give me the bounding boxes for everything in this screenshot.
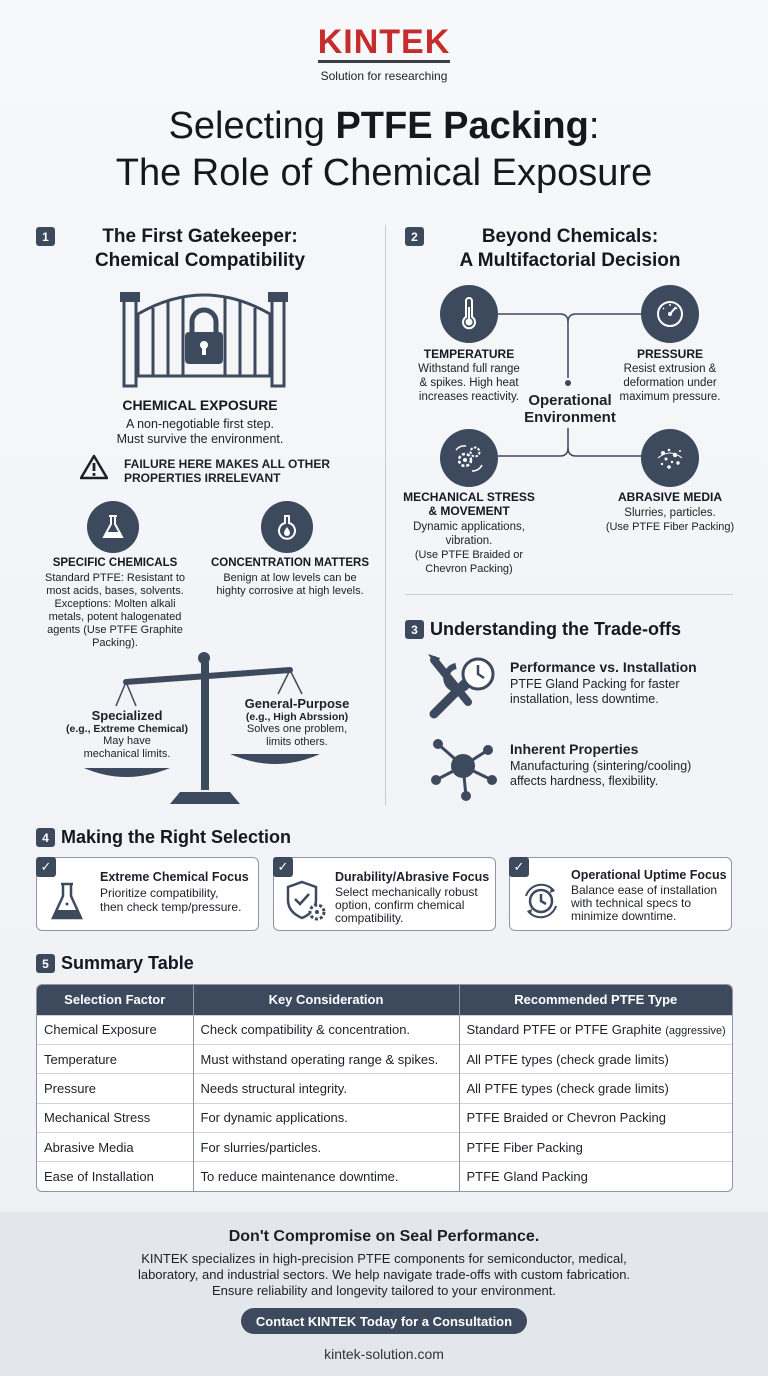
card-line: with technical specs to [571,896,692,910]
press-line: maximum pressure. [619,391,721,403]
exposure-text-line1: A non-negotiable first step. [125,417,274,431]
card-title: Extreme Chemical Focus [100,870,249,884]
table-cell: Temperature [37,1044,193,1073]
gate-lock-icon [118,284,290,390]
brand-tagline: Solution for researching [320,69,448,83]
table-header: Recommended PTFE Type [459,985,732,1015]
flask-icon [49,880,85,924]
check-icon: ✓ [509,857,529,877]
mech-label-line1: MECHANICAL STRESS [403,490,535,504]
conc-line: highty corrosive at high levels. [216,585,364,597]
conc-line: Benign at low levels can be [223,572,357,584]
table-cell: PTFE Braided or Chevron Packing [459,1103,732,1132]
specific-line: agents (Use PTFE Graphite [47,624,183,636]
right-pan-line: Solves one problem, [246,723,348,735]
page-title [0,103,768,197]
section-2-number: 2 [405,227,424,246]
selection-card-durability [273,857,496,931]
specific-chemicals-text [35,572,195,650]
card-text [335,886,497,925]
selection-card-uptime [509,857,732,931]
left-pan-line: May have [103,735,151,747]
cell-note: (aggressive) [665,1025,726,1038]
inh-line: Manufacturing (sintering/cooling) [510,759,692,773]
exposure-text [60,417,340,447]
right-pan-line: (e.g., High Abrssion) [245,711,349,723]
press-line: Resist extrusion & [623,363,717,375]
section-divider [405,594,733,595]
perf-install-text [510,677,730,707]
temp-line: & spikes. High heat [419,377,519,389]
table-cell: PTFE Fiber Packing [459,1133,732,1162]
table-cell: Must withstand operating range & spikes. [193,1044,459,1073]
table-header: Key Consideration [193,985,459,1015]
footer-line: laboratory, and industrial sectors. We help navigate trade-offs with custom fabrication. [137,1267,631,1282]
abrasive-media-text [595,506,745,534]
title-bold: PTFE Packing [335,105,589,147]
title-line2: The Role of Chemical Exposure [115,152,653,194]
cell-main: Standard PTFE or PTFE Graphite [466,1022,662,1038]
card-line: Select mechanically robust [335,885,478,899]
right-pan-title: General-Purpose [244,696,350,711]
section-1-number: 1 [36,227,55,246]
footer-line: Ensure reliability and longevity tailored to your environment. [212,1283,556,1298]
specific-line: most acids, bases, solvents. [46,585,184,597]
card-line: Balance ease of installation [571,883,718,897]
section-5-title: Summary Table [61,953,194,973]
table-row [37,1103,732,1132]
press-line: deformation under [623,377,717,389]
table-cell: Chemical Exposure [37,1015,193,1044]
temp-line: increases reactivity. [418,391,520,403]
left-pan-line: mechanical limits. [83,748,171,760]
website-link[interactable]: kintek-solution.com [324,1346,444,1362]
section-1-title-line1: The First Gatekeeper: [102,226,298,247]
exposure-label: CHEMICAL EXPOSURE [122,397,278,413]
card-line: minimize downtime. [571,909,677,923]
pressure-label: PRESSURE [636,347,704,361]
mechanical-stress-text [394,520,544,576]
warning-line1: FAILURE HERE MAKES ALL OTHER [124,457,331,471]
left-pan-text [52,708,202,761]
check-icon: ✓ [273,857,293,877]
warning-icon [80,454,108,480]
card-text [571,884,733,923]
wrench-clock-icon [426,652,498,722]
flask-icon [87,501,139,553]
perf-install-title: Performance vs. Installation [510,659,697,675]
table-header: Selection Factor [37,985,193,1015]
section-5-number: 5 [36,954,55,973]
table-cell: Needs structural integrity. [193,1074,459,1103]
clock-refresh-icon [520,880,562,922]
perf-line: PTFE Gland Packing for faster [510,677,680,691]
table-cell: For slurries/particles. [193,1133,459,1162]
footer-text [0,1251,768,1299]
specific-chemicals-label: SPECIFIC CHEMICALS [52,557,178,569]
table-cell: Pressure [37,1074,193,1103]
table-cell: Check compatibility & concentration. [193,1015,459,1044]
inherent-properties-text [510,759,732,789]
card-text [100,886,260,914]
warning-text [124,457,364,485]
title-pre: Selecting [168,105,336,147]
table-row [37,1162,732,1191]
operational-environment-label [508,392,632,426]
brand-name: KINTEK [317,23,451,61]
molecule-icon [428,732,498,802]
section-2-title-line2: A Multifactorial Decision [459,250,681,271]
mech-line: Chevron Packing) [425,563,513,575]
section-3-number: 3 [405,620,424,639]
abr-line: (Use PTFE Fiber Packing) [605,521,735,533]
section-4-title: Making the Right Selection [61,827,292,847]
gears-icon [440,429,498,487]
specific-line: metals, potent halogenated [48,611,182,623]
exposure-text-line2: Must survive the environment. [116,432,284,446]
footer-line: KINTEK specializes in high-precision PTFE components for semiconductor, medical, [141,1251,627,1266]
table-row [37,1015,732,1044]
table-cell: Abrasive Media [37,1133,193,1162]
table-header-row [37,985,732,1015]
card-title: Durability/Abrasive Focus [335,870,490,884]
shield-gear-icon [284,878,328,924]
section-3-title: Understanding the Trade-offs [430,619,682,639]
warning-line2: PROPERTIES IRRELEVANT [124,471,281,485]
mechanical-stress-label [399,490,539,518]
table-cell: Ease of Installation [37,1162,193,1191]
table-row [37,1074,732,1103]
temperature-label: TEMPERATURE [423,347,515,361]
table-cell: For dynamic applications. [193,1103,459,1132]
perf-line: installation, less downtime. [510,692,659,706]
right-pan-line: limits others. [266,736,328,748]
brand-logo [0,23,768,83]
section-2-title [425,225,715,273]
card-line: then check temp/pressure. [100,900,242,914]
thermometer-icon [440,285,498,343]
abrasive-media-label: ABRASIVE MEDIA [617,490,722,504]
section-1-title-line2: Chemical Compatibility [94,250,306,271]
left-pan-title: Specialized [91,708,163,723]
section-1-title [60,225,340,273]
check-icon: ✓ [36,857,56,877]
temp-line: Withstand full range [418,363,520,375]
particles-icon [641,429,699,487]
card-line: option, confirm chemical [335,898,465,912]
specific-line: Exceptions: Molten alkali [54,598,176,610]
card-line: compatibility. [335,911,404,925]
mech-line: vibration. [445,535,493,547]
mech-label-line2: & MOVEMENT [428,504,510,518]
table-cell: All PTFE types (check grade limits) [459,1074,732,1103]
inherent-properties-title: Inherent Properties [510,741,639,757]
table-cell: Mechanical Stress [37,1103,193,1132]
title-post: : [588,105,600,147]
droplet-flask-icon [261,501,313,553]
specific-line: Packing). [92,637,138,649]
table-cell: To reduce maintenance downtime. [193,1162,459,1191]
column-divider [385,225,386,805]
table-cell: All PTFE types (check grade limits) [459,1044,732,1073]
inh-line: affects hardness, flexibility. [510,774,659,788]
right-pan-text [222,696,372,749]
section-4-number: 4 [36,828,55,847]
contact-button[interactable]: Contact KINTEK Today for a Consultation [241,1308,527,1334]
table-cell [459,1015,732,1044]
center-line1: Operational [528,392,612,409]
card-title: Operational Uptime Focus [571,868,727,882]
abr-line: Slurries, particles. [624,507,716,519]
selection-card-chemical [36,857,259,931]
center-line2: Environment [524,409,616,426]
specific-line: Standard PTFE: Resistant to [44,572,185,584]
table-row [37,1133,732,1162]
pressure-gauge-icon [641,285,699,343]
mech-line: Dynamic applications, [413,521,525,533]
footer-headline: Don't Compromise on Seal Performance. [228,1228,540,1245]
section-2-title-line1: Beyond Chemicals: [481,226,659,247]
mech-line: (Use PTFE Braided or [414,549,524,561]
summary-table [36,984,733,1192]
card-line: Prioritize compatibility, [100,886,219,900]
table-cell: PTFE Gland Packing [459,1162,732,1191]
left-pan-line: (e.g., Extreme Chemical) [66,723,188,735]
table-row [37,1044,732,1073]
concentration-label: CONCENTRATION MATTERS [210,557,369,569]
concentration-text [200,572,380,598]
